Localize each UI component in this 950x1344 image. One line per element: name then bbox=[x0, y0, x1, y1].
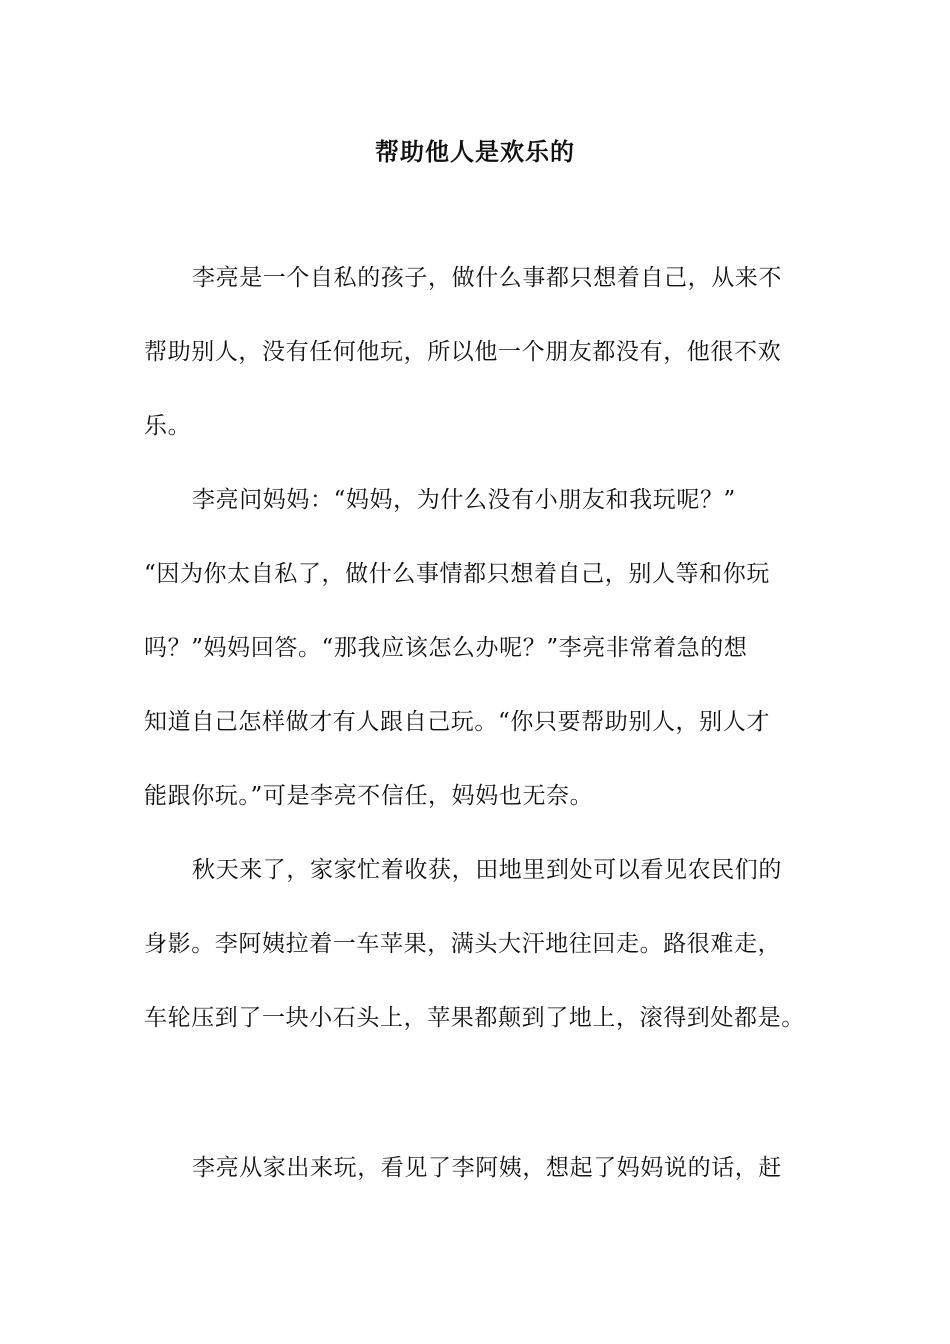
paragraph-5-line-1: 李亮从家出来玩，看见了李阿姨，想起了妈妈说的话，赶 bbox=[192, 1155, 782, 1181]
paragraph-1-line-2: 帮助别人，没有任何他玩，所以他一个朋友都没有，他很不欢 bbox=[144, 339, 782, 365]
paragraph-3-line-2: 吗？”妈妈回答。“那我应该怎么办呢？”李亮非常着急的想 bbox=[144, 635, 748, 661]
paragraph-4-line-3: 车轮压到了一块小石头上，苹果都颠到了地上，滚得到处都是。 bbox=[144, 1005, 805, 1031]
paragraph-2-line-1: 李亮问妈妈：“妈妈，为什么没有小朋友和我玩呢？” bbox=[192, 487, 736, 513]
document-title: 帮助他人是欢乐的 bbox=[375, 137, 575, 166]
paragraph-1-line-3: 乐。 bbox=[144, 413, 192, 439]
paragraph-3-line-4: 能跟你玩。”可是李亮不信任，妈妈也无奈。 bbox=[144, 783, 594, 809]
paragraph-3-line-3: 知道自己怎样做才有人跟自己玩。“你只要帮助别人，别人才 bbox=[144, 709, 770, 735]
paragraph-4-line-1: 秋天来了，家家忙着收获，田地里到处可以看见农民们的 bbox=[192, 857, 782, 883]
paragraph-1-line-1: 李亮是一个自私的孩子，做什么事都只想着自己，从来不 bbox=[192, 265, 782, 291]
paragraph-3-line-1: “因为你太自私了，做什么事情都只想着自己，别人等和你玩 bbox=[144, 561, 770, 587]
paragraph-4-line-2: 身影。李阿姨拉着一车苹果，满头大汗地往回走。路很难走， bbox=[144, 931, 782, 957]
